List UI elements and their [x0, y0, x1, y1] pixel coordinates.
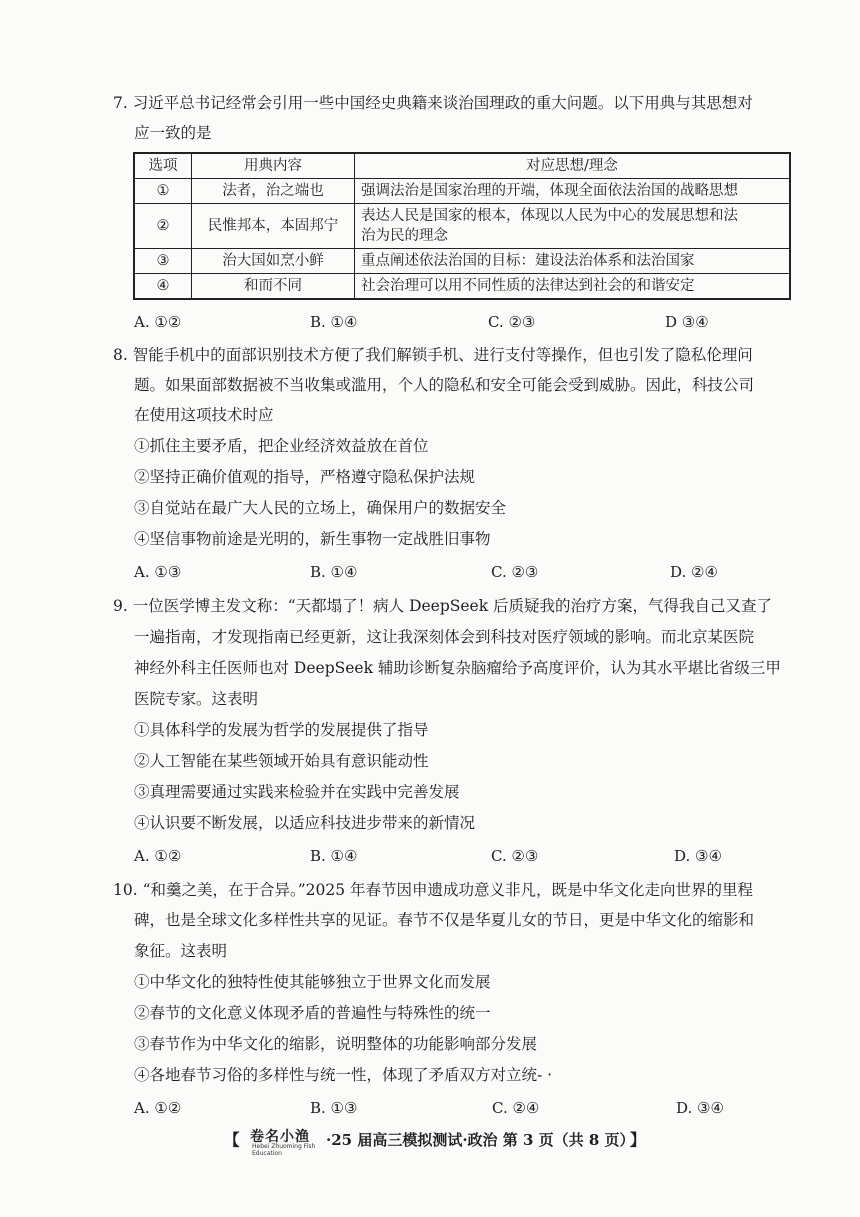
footer-bracket-right: 】 [630, 1130, 646, 1149]
q9-item-3: ③真理需要通过实践来检验并在实践中完善发展 [134, 783, 460, 801]
table-cell-idea [355, 274, 791, 300]
table-cell-no: ③ [134, 249, 192, 274]
q9-stem-line-3: 神经外科主任医师也对 DeepSeek 辅助诊断复杂脑瘤给予高度评价，认为其水平堪比省级三甲 [134, 659, 781, 677]
q10-item-3: ③春节作为中华文化的缩影，说明整体的功能影响部分发展 [134, 1035, 538, 1053]
q8-stem-line-1: 8. 智能手机中的面部识别技术方便了我们解锁手机、进行支付等操作，但也引发了隐私伦理问 [113, 346, 753, 364]
q8-option-d[interactable]: D. ②④ [670, 563, 718, 581]
q9-option-b[interactable]: B. ①④ [310, 847, 358, 865]
q8-item-2: ②坚持正确价值观的指导，严格遵守隐私保护法规 [134, 468, 476, 486]
q10-option-d[interactable]: D. ③④ [676, 1099, 724, 1117]
q7-option-b[interactable]: B. ①④ [310, 313, 358, 331]
q10-stem-line-1: 10. “和羹之美，在于合异。”2025 年春节因申遗成功意义非凡，既是中华文化走向世界的里程 [113, 881, 754, 899]
table-cell-no: ① [134, 179, 192, 204]
publisher-logo [250, 1126, 320, 1157]
table-row [134, 179, 790, 204]
table-row [134, 204, 790, 249]
q8-item-1: ①抓住主要矛盾，把企业经济效益放在首位 [134, 437, 429, 455]
table-row [134, 249, 790, 274]
q8-option-a[interactable]: A. ①③ [134, 563, 182, 581]
q9-stem-line-4: 医院专家。这表明 [134, 690, 259, 708]
idea-text: 治为民的理念 [361, 228, 448, 244]
q8-stem-line-3: 在使用这项技术时应 [134, 406, 274, 424]
q10-option-b[interactable]: B. ①③ [310, 1099, 358, 1117]
table-cell-idea [355, 204, 791, 249]
logo-subtext: Hebei Zhuoming Fish Education [252, 1143, 316, 1157]
table-cell-quote: 治大国如烹小鲜 [192, 249, 355, 274]
q7-option-c[interactable]: C. ②③ [488, 313, 536, 331]
q8-option-b[interactable]: B. ①④ [310, 563, 358, 581]
idea-text: 强调法治是国家治理的开端，体现全面依法治国的战略思想 [361, 183, 738, 199]
table-cell-idea [355, 179, 791, 204]
table-cell-idea [355, 249, 791, 274]
idea-text: 重点阐述依法治国的目标：建设法治体系和法治国家 [361, 253, 695, 269]
q10-option-a[interactable]: A. ①② [134, 1099, 182, 1117]
q10-item-4: ④各地春节习俗的多样性与统一性，体现了矛盾双方对立统- · [134, 1066, 553, 1084]
q9-stem-line-2: 一遍指南，才发现指南已经更新，这让我深刻体会到科技对医疗领域的影响。而北京某医院 [134, 628, 755, 646]
q10-stem-line-2: 碑，也是全球文化多样性共享的见证。春节不仅是华夏儿女的节日，更是中华文化的缩影和 [134, 911, 755, 929]
q10-option-c[interactable]: C. ②④ [492, 1099, 540, 1117]
q8-item-3: ③自觉站在最广大人民的立场上，确保用户的数据安全 [134, 499, 507, 517]
q9-option-a[interactable]: A. ①② [134, 847, 182, 865]
table-cell-no: ④ [134, 274, 192, 300]
q10-item-1: ①中华文化的独特性使其能够独立于世界文化而发展 [134, 973, 491, 991]
q9-item-1: ①具体科学的发展为哲学的发展提供了指导 [134, 721, 429, 739]
footer-text: ·25 届高三模拟测试·政治 第 3 页（共 8 页） [326, 1131, 635, 1149]
footer-bracket-left: 【 [224, 1130, 240, 1149]
q10-stem-line-3: 象征。这表明 [134, 942, 228, 960]
table-header-cell: 对应思想/理念 [355, 153, 791, 179]
q9-item-4: ④认识要不断发展，以适应科技进步带来的新情况 [134, 814, 476, 832]
q9-stem-line-1: 9. 一位医学博主发文称：“天都塌了！病人 DeepSeek 后质疑我的治疗方案，气得我自己又查了 [113, 597, 773, 615]
table-header-cell: 用典内容 [192, 153, 355, 179]
logo-text: 卷名小渔 [250, 1129, 310, 1145]
table-header-cell: 选项 [134, 153, 192, 179]
q7-quote-table [133, 152, 791, 300]
table-cell-no: ② [134, 204, 192, 249]
table-cell-quote: 民惟邦本，本固邦宁 [192, 204, 355, 249]
q9-option-d[interactable]: D. ③④ [674, 847, 722, 865]
q8-item-4: ④坚信事物前途是光明的，新生事物一定战胜旧事物 [134, 530, 491, 548]
idea-text: 社会治理可以用不同性质的法律达到社会的和谐安定 [361, 278, 695, 294]
q9-item-2: ②人工智能在某些领域开始具有意识能动性 [134, 752, 429, 770]
q8-option-c[interactable]: C. ②③ [491, 563, 539, 581]
q7-option-a[interactable]: A. ①② [134, 313, 182, 331]
q7-option-d[interactable]: D ③④ [665, 313, 709, 331]
table-row [134, 274, 790, 300]
q7-stem-line-2: 应一致的是 [134, 124, 212, 142]
q10-item-2: ②春节的文化意义体现矛盾的普遍性与特殊性的统一 [134, 1004, 491, 1022]
q7-stem-line-1: 7. 习近平总书记经常会引用一些中国经史典籍来谈治国理政的重大问题。以下用典与其思想对 [113, 94, 753, 112]
q9-option-c[interactable]: C. ②③ [491, 847, 539, 865]
q8-stem-line-2: 题。如果面部数据被不当收集或滥用，个人的隐私和安全可能会受到威胁。因此，科技公司 [134, 376, 755, 394]
idea-text: 表达人民是国家的根本，体现以人民为中心的发展思想和法 [361, 208, 738, 224]
table-cell-quote: 和而不同 [192, 274, 355, 300]
table-header-row [134, 153, 790, 179]
table-cell-quote: 法者，治之端也 [192, 179, 355, 204]
